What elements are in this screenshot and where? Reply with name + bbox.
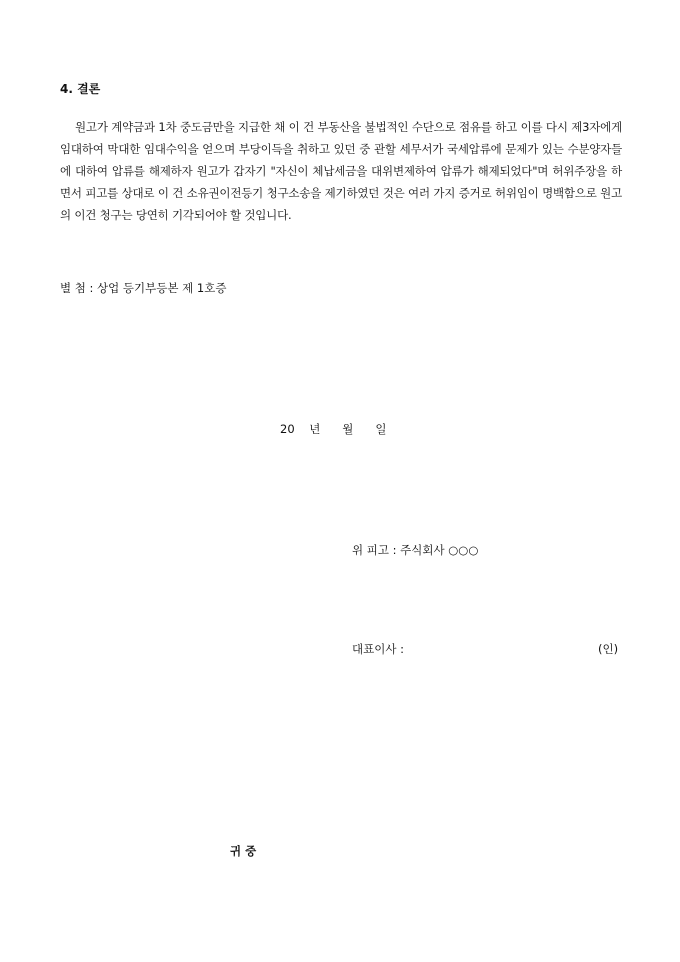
addressee-line: 귀 중 [230,844,257,858]
section-heading: 4. 결론 [60,82,101,96]
seal-placeholder: (인) [598,642,619,656]
attachment-line: 별 첨 : 상업 등기부등본 제 1호증 [60,281,227,295]
conclusion-paragraph: 원고가 계약금과 1차 중도금만을 지급한 채 이 건 부동산을 불법적인 수단으로 점유를 하고 이를 다시 제3자에게 임대하여 막대한 임대수익을 얻으며 부당이득을 취하고 있던 중 관할 세무서가 국세압류에 문제가 있는 수분양자들에 대하여 압류를 해제하자 원고가 갑자기 "자신이 체납세금을 대위변제하여 압류가 해제되었다"며 허위주장을 하면서 피고를 상대로 이 건 소유권이전등기 청구소송을 제기하였던 것은 여러 가지 증거로 허위임이 명백함으로 원고의 이건 청구는 당연히 기각되어야 할 것입니다. [60,120,622,222]
representative-label: 대표이사 : [352,642,404,656]
date-line: 20 년 월 일 [280,422,387,436]
defendant-signature-line: 위 피고 : 주식회사 ○○○ [352,543,479,557]
